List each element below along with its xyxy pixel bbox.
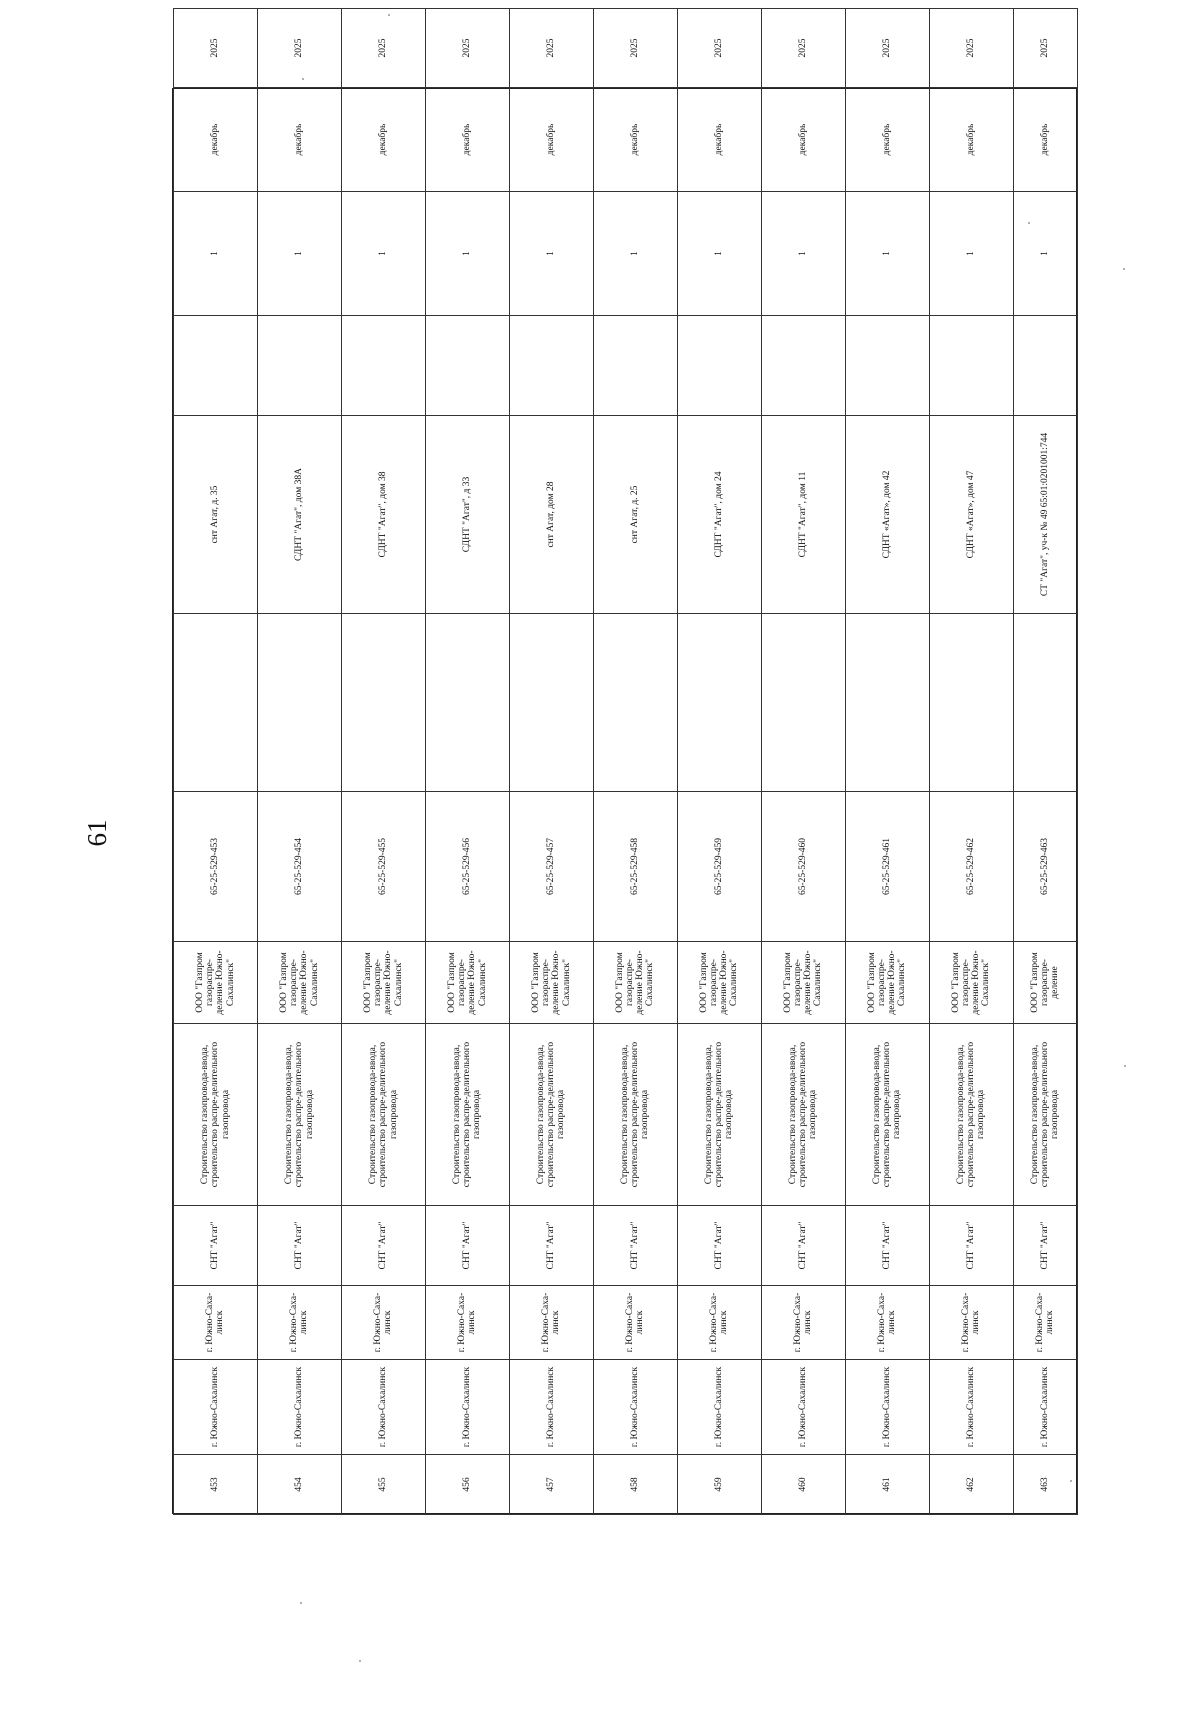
cell-org: ООО "Газпром газораспре-деление Южно-Сахалинск" <box>761 942 845 1024</box>
scan-speck <box>1070 1480 1072 1482</box>
cell-qty: 1 <box>425 192 509 316</box>
cell-empty2 <box>761 316 845 416</box>
cell-object: СНТ "Агат" <box>174 1206 258 1286</box>
cell-month: декабрь <box>845 88 929 192</box>
cell-municipality: г. Южно-Сахалинск <box>341 1360 425 1455</box>
cell-address: СДНТ "Агат", дом 11 <box>761 416 845 614</box>
table-row <box>425 9 509 1515</box>
cell-work: Строительство газопровода-ввода, строительство распре-делительного газопровода <box>509 1024 593 1206</box>
cell-month: декабрь <box>929 88 1013 192</box>
cell-empty <box>257 614 341 792</box>
page-number: 61 <box>82 819 112 847</box>
cell-work: Строительство газопровода-ввода, строительство распре-делительного газопровода <box>425 1024 509 1206</box>
cell-code: 65-25-529-459 <box>677 792 761 942</box>
cell-code: 65-25-529-455 <box>341 792 425 942</box>
cell-object: СНТ "Агат" <box>341 1206 425 1286</box>
scan-speck <box>300 1602 302 1604</box>
cell-settlement: г. Южно-Саха-линск <box>257 1286 341 1360</box>
cell-empty2 <box>174 316 258 416</box>
cell-address: снт Агат, дом 28 <box>509 416 593 614</box>
scan-speck <box>1028 222 1030 224</box>
cell-month: декабрь <box>677 88 761 192</box>
cell-qty: 1 <box>845 192 929 316</box>
cell-org: ООО "Газпром газораспре-деление <box>1013 942 1077 1024</box>
cell-empty2 <box>341 316 425 416</box>
cell-org: ООО "Газпром газораспре-деление Южно-Сахалинск" <box>509 942 593 1024</box>
cell-municipality: г. Южно-Сахалинск <box>174 1360 258 1455</box>
cell-settlement: г. Южно-Саха-линск <box>929 1286 1013 1360</box>
scan-speck <box>359 1660 361 1662</box>
cell-work: Строительство газопровода-ввода, строительство распре-делительного газопровода <box>257 1024 341 1206</box>
table-row <box>257 9 341 1515</box>
cell-settlement: г. Южно-Саха-линск <box>593 1286 677 1360</box>
cell-empty2 <box>425 316 509 416</box>
cell-no: 453 <box>174 1455 258 1515</box>
cell-code: 65-25-529-453 <box>174 792 258 942</box>
cell-no: 462 <box>929 1455 1013 1515</box>
cell-address: СТ "Агат", уч-к № 49 65:01:0201001:744 <box>1013 416 1077 614</box>
cell-org: ООО "Газпром газораспре-деление Южно-Сахалинск" <box>341 942 425 1024</box>
cell-work: Строительство газопровода-ввода, строительство распре-делительного газопровода <box>1013 1024 1077 1206</box>
cell-settlement: г. Южно-Саха-линск <box>845 1286 929 1360</box>
cell-object: СНТ "Агат" <box>845 1206 929 1286</box>
cell-qty: 1 <box>677 192 761 316</box>
cell-qty: 1 <box>1013 192 1077 316</box>
schedule-table <box>173 8 1078 1515</box>
cell-qty: 1 <box>929 192 1013 316</box>
cell-address: СДНТ "Агат", дом 38 <box>341 416 425 614</box>
cell-year: 2025 <box>257 9 341 88</box>
cell-org: ООО "Газпром газораспре-деление Южно-Сахалинск" <box>593 942 677 1024</box>
cell-object: СНТ "Агат" <box>593 1206 677 1286</box>
cell-year: 2025 <box>593 9 677 88</box>
table-row <box>509 9 593 1515</box>
cell-code: 65-25-529-456 <box>425 792 509 942</box>
cell-qty: 1 <box>174 192 258 316</box>
cell-work: Строительство газопровода-ввода, строительство распре-делительного газопровода <box>845 1024 929 1206</box>
cell-month: декабрь <box>593 88 677 192</box>
table-row <box>341 9 425 1515</box>
cell-year: 2025 <box>1013 9 1077 88</box>
cell-municipality: г. Южно-Сахалинск <box>1013 1360 1077 1455</box>
cell-org: ООО "Газпром газораспре-деление Южно-Сахалинск" <box>174 942 258 1024</box>
cell-month: декабрь <box>1013 88 1077 192</box>
cell-no: 458 <box>593 1455 677 1515</box>
cell-no: 459 <box>677 1455 761 1515</box>
cell-address: СДНТ «Агат», дом 47 <box>929 416 1013 614</box>
cell-municipality: г. Южно-Сахалинск <box>257 1360 341 1455</box>
cell-empty2 <box>929 316 1013 416</box>
cell-address: СДНТ "Агат", д 33 <box>425 416 509 614</box>
cell-address: СДНТ "Агат", дом 38А <box>257 416 341 614</box>
cell-code: 65-25-529-457 <box>509 792 593 942</box>
table-row <box>845 9 929 1515</box>
cell-municipality: г. Южно-Сахалинск <box>929 1360 1013 1455</box>
cell-code: 65-25-529-462 <box>929 792 1013 942</box>
cell-year: 2025 <box>677 9 761 88</box>
cell-empty2 <box>257 316 341 416</box>
cell-no: 457 <box>509 1455 593 1515</box>
cell-month: декабрь <box>174 88 258 192</box>
table-row <box>677 9 761 1515</box>
cell-month: декабрь <box>425 88 509 192</box>
cell-settlement: г. Южно-Саха-линск <box>677 1286 761 1360</box>
cell-empty <box>174 614 258 792</box>
schedule-table-frame <box>172 38 1077 1514</box>
cell-empty <box>1013 614 1077 792</box>
cell-municipality: г. Южно-Сахалинск <box>677 1360 761 1455</box>
cell-work: Строительство газопровода-ввода, строительство распре-делительного газопровода <box>593 1024 677 1206</box>
cell-org: ООО "Газпром газораспре-деление Южно-Сахалинск" <box>845 942 929 1024</box>
cell-object: СНТ "Агат" <box>509 1206 593 1286</box>
cell-year: 2025 <box>761 9 845 88</box>
cell-address: снт Агат, д. 35 <box>174 416 258 614</box>
cell-year: 2025 <box>845 9 929 88</box>
cell-settlement: г. Южно-Саха-линск <box>761 1286 845 1360</box>
cell-month: декабрь <box>509 88 593 192</box>
table-row <box>761 9 845 1515</box>
cell-work: Строительство газопровода-ввода, строительство распре-делительного газопровода <box>677 1024 761 1206</box>
cell-object: СНТ "Агат" <box>677 1206 761 1286</box>
cell-qty: 1 <box>257 192 341 316</box>
cell-no: 461 <box>845 1455 929 1515</box>
cell-empty <box>929 614 1013 792</box>
cell-no: 456 <box>425 1455 509 1515</box>
cell-settlement: г. Южно-Саха-линск <box>509 1286 593 1360</box>
cell-empty <box>509 614 593 792</box>
cell-qty: 1 <box>761 192 845 316</box>
cell-year: 2025 <box>509 9 593 88</box>
cell-qty: 1 <box>593 192 677 316</box>
cell-empty2 <box>509 316 593 416</box>
cell-municipality: г. Южно-Сахалинск <box>425 1360 509 1455</box>
cell-month: декабрь <box>761 88 845 192</box>
cell-object: СНТ "Агат" <box>761 1206 845 1286</box>
cell-year: 2025 <box>341 9 425 88</box>
cell-municipality: г. Южно-Сахалинск <box>593 1360 677 1455</box>
cell-municipality: г. Южно-Сахалинск <box>761 1360 845 1455</box>
cell-year: 2025 <box>174 9 258 88</box>
cell-empty2 <box>1013 316 1077 416</box>
cell-empty2 <box>677 316 761 416</box>
table-row <box>593 9 677 1515</box>
cell-org: ООО "Газпром газораспре-деление Южно-Сахалинск" <box>929 942 1013 1024</box>
cell-work: Строительство газопровода-ввода, строительство распре-делительного газопровода <box>929 1024 1013 1206</box>
cell-empty <box>425 614 509 792</box>
cell-empty <box>845 614 929 792</box>
cell-code: 65-25-529-463 <box>1013 792 1077 942</box>
scan-speck <box>302 78 304 80</box>
cell-settlement: г. Южно-Саха-линск <box>1013 1286 1077 1360</box>
cell-object: СНТ "Агат" <box>929 1206 1013 1286</box>
cell-month: декабрь <box>257 88 341 192</box>
cell-year: 2025 <box>425 9 509 88</box>
cell-empty <box>593 614 677 792</box>
cell-code: 65-25-529-460 <box>761 792 845 942</box>
rotated-table-container <box>173 38 1078 1515</box>
cell-work: Строительство газопровода-ввода, строительство распре-делительного газопровода <box>174 1024 258 1206</box>
scan-speck <box>388 14 390 16</box>
cell-settlement: г. Южно-Саха-линск <box>174 1286 258 1360</box>
cell-org: ООО "Газпром газораспре-деление Южно-Сахалинск" <box>677 942 761 1024</box>
table-row <box>174 9 258 1515</box>
cell-object: СНТ "Агат" <box>425 1206 509 1286</box>
table-body <box>174 9 1078 1515</box>
cell-no: 460 <box>761 1455 845 1515</box>
cell-work: Строительство газопровода-ввода, строительство распре-делительного газопровода <box>761 1024 845 1206</box>
cell-address: снт Агат, д. 25 <box>593 416 677 614</box>
cell-org: ООО "Газпром газораспре-деление Южно-Сахалинск" <box>257 942 341 1024</box>
cell-municipality: г. Южно-Сахалинск <box>845 1360 929 1455</box>
cell-no: 454 <box>257 1455 341 1515</box>
scan-speck <box>1123 268 1125 270</box>
table-row <box>929 9 1013 1515</box>
cell-code: 65-25-529-461 <box>845 792 929 942</box>
cell-no: 455 <box>341 1455 425 1515</box>
cell-work: Строительство газопровода-ввода, строительство распре-делительного газопровода <box>341 1024 425 1206</box>
cell-empty <box>761 614 845 792</box>
cell-municipality: г. Южно-Сахалинск <box>509 1360 593 1455</box>
cell-year: 2025 <box>929 9 1013 88</box>
cell-settlement: г. Южно-Саха-линск <box>341 1286 425 1360</box>
cell-empty2 <box>845 316 929 416</box>
cell-empty <box>677 614 761 792</box>
cell-no: 463 <box>1013 1455 1077 1515</box>
cell-object: СНТ "Агат" <box>1013 1206 1077 1286</box>
cell-qty: 1 <box>509 192 593 316</box>
cell-settlement: г. Южно-Саха-линск <box>425 1286 509 1360</box>
cell-org: ООО "Газпром газораспре-деление Южно-Сахалинск" <box>425 942 509 1024</box>
cell-code: 65-25-529-458 <box>593 792 677 942</box>
cell-month: декабрь <box>341 88 425 192</box>
cell-code: 65-25-529-454 <box>257 792 341 942</box>
scan-speck <box>1124 1065 1126 1067</box>
cell-address: СДНТ «Агат», дом 42 <box>845 416 929 614</box>
cell-qty: 1 <box>341 192 425 316</box>
table-row <box>1013 9 1077 1515</box>
cell-object: СНТ "Агат" <box>257 1206 341 1286</box>
cell-empty2 <box>593 316 677 416</box>
cell-empty <box>341 614 425 792</box>
cell-address: СДНТ "Агат", дом 24 <box>677 416 761 614</box>
